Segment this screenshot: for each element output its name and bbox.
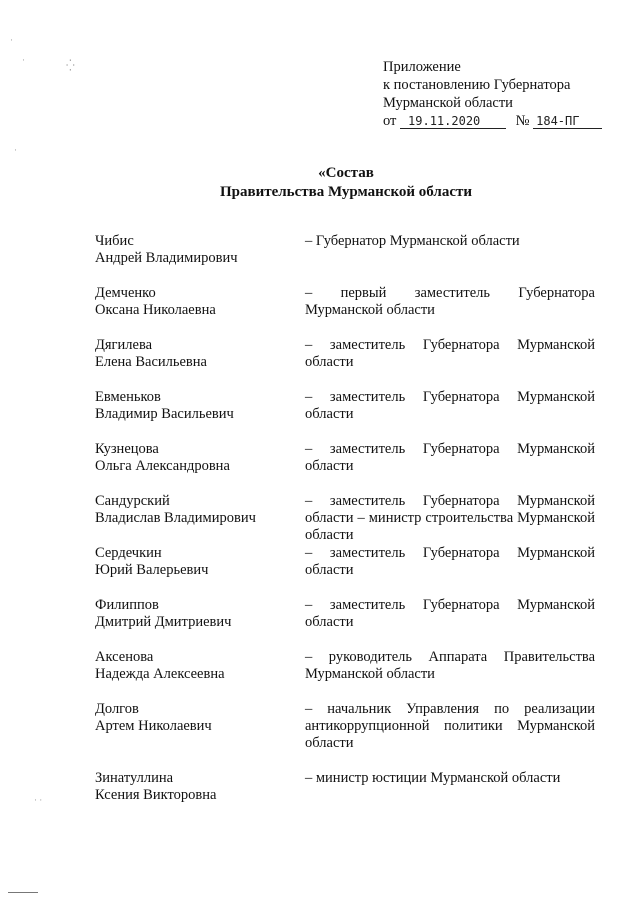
appendix-date-line xyxy=(383,112,602,130)
member-surname: Сандурский xyxy=(95,493,170,509)
document-title xyxy=(0,164,640,202)
appendix-line: к постановлению Губернатора xyxy=(383,77,571,93)
member-surname: Аксенова xyxy=(95,649,154,665)
title-line-1: «Состав xyxy=(318,165,374,181)
member-surname: Дягилева xyxy=(95,337,153,353)
title-line-2: Правительства Мурманской области xyxy=(219,184,473,200)
member-surname: Зинатуллина xyxy=(95,770,174,786)
member-position: – заместитель Губернатора Мурманской области xyxy=(305,441,595,474)
member-position: – первый заместитель Губернатора Мурманской области xyxy=(305,285,595,318)
member-position: – заместитель Губернатора Мурманской области xyxy=(305,545,595,578)
member-surname: Долгов xyxy=(95,701,139,717)
member-name xyxy=(95,441,300,475)
member-name xyxy=(95,545,300,579)
member-position: – министр юстиции Мурманской области xyxy=(305,770,561,786)
scan-speck: · xyxy=(10,35,13,45)
member-surname: Чибис xyxy=(95,233,134,249)
member-name xyxy=(95,649,300,683)
member-position: – заместитель Губернатора Мурманской области – министр строительства Мурманской области xyxy=(305,493,595,543)
appendix-line: Мурманской области xyxy=(383,95,513,111)
appendix-line: Приложение xyxy=(383,59,461,75)
member-surname: Демченко xyxy=(95,285,156,301)
member-given-name: Надежда Алексеевна xyxy=(95,666,225,682)
member-given-name: Андрей Владимирович xyxy=(95,250,238,266)
member-given-name: Елена Васильевна xyxy=(95,354,207,370)
number-label: № xyxy=(515,113,530,129)
member-surname: Сердечкин xyxy=(95,545,162,561)
scan-speck: ⁛ xyxy=(66,60,75,72)
member-name xyxy=(95,285,300,319)
scan-speck: · xyxy=(22,55,25,65)
appendix-header xyxy=(383,58,602,130)
member-surname: Евменьков xyxy=(95,389,161,405)
scan-speck: · · xyxy=(34,795,43,805)
member-position: – заместитель Губернатора Мурманской области xyxy=(305,337,595,370)
member-surname: Кузнецова xyxy=(95,441,159,457)
decree-number: 184-ПГ xyxy=(533,114,602,129)
member-given-name: Артем Николаевич xyxy=(95,718,212,734)
member-name xyxy=(95,597,300,631)
member-given-name: Ксения Викторовна xyxy=(95,787,217,803)
member-surname: Филиппов xyxy=(95,597,159,613)
scan-mark xyxy=(8,892,38,893)
member-position: – руководитель Аппарата Правительства Мурманской области xyxy=(305,649,595,682)
member-name xyxy=(95,770,300,804)
member-given-name: Ольга Александровна xyxy=(95,458,230,474)
member-name xyxy=(95,701,300,735)
member-given-name: Владислав Владимирович xyxy=(95,510,256,526)
from-label: от xyxy=(383,113,397,129)
scan-speck: · xyxy=(14,145,17,155)
member-position: – Губернатор Мурманской области xyxy=(305,233,520,249)
member-position: – заместитель Губернатора Мурманской области xyxy=(305,389,595,422)
member-name xyxy=(95,233,300,267)
scan-speck: ˘ ˘ ¨ ¨ xyxy=(8,0,27,7)
member-given-name: Оксана Николаевна xyxy=(95,302,216,318)
decree-date: 19.11.2020 xyxy=(400,114,506,129)
member-given-name: Владимир Васильевич xyxy=(95,406,234,422)
member-given-name: Юрий Валерьевич xyxy=(95,562,209,578)
member-name xyxy=(95,389,300,423)
member-name xyxy=(95,493,300,527)
member-position: – начальник Управления по реализации антикоррупционной политики Мурманской области xyxy=(305,701,595,751)
member-position: – заместитель Губернатора Мурманской области xyxy=(305,597,595,630)
member-name xyxy=(95,337,300,371)
member-given-name: Дмитрий Дмитриевич xyxy=(95,614,232,630)
